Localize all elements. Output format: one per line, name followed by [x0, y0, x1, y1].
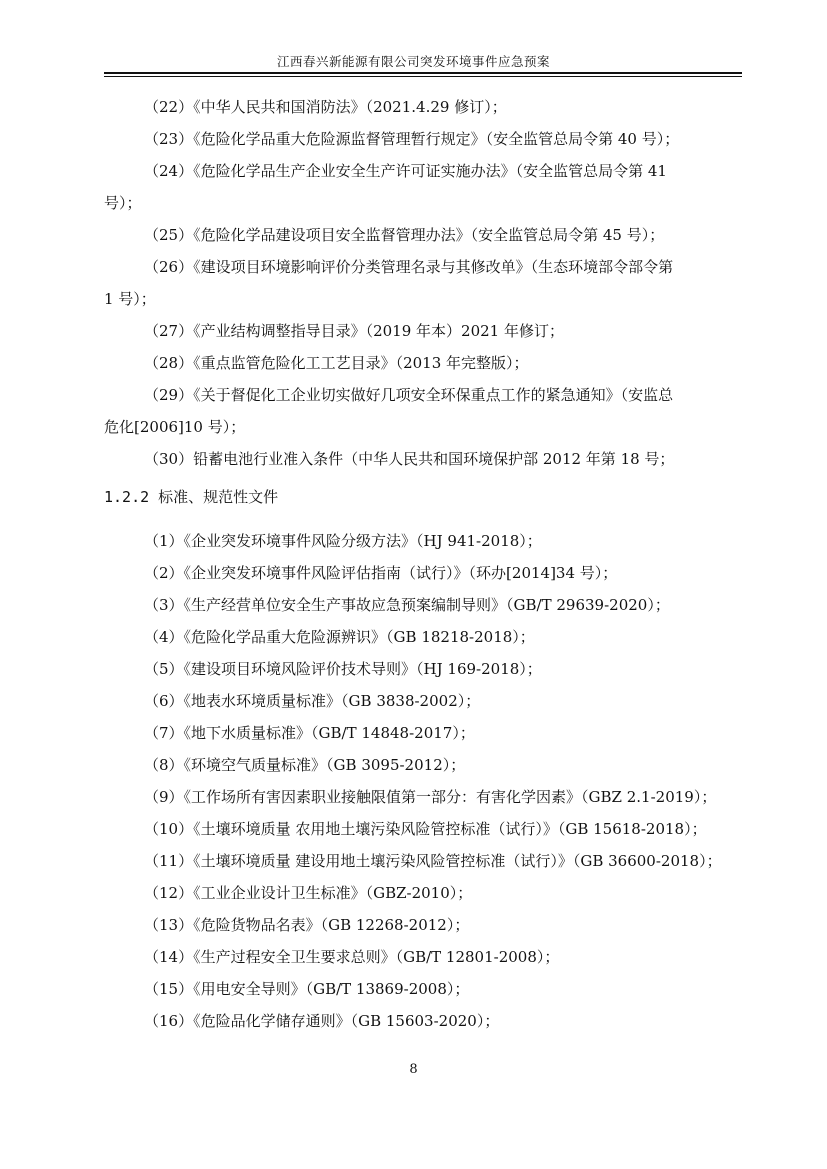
standard-item-10: （10）《土壤环境质量 农用地土壤污染风险管控标准（试行）》（GB 15618-2018）； [144, 820, 707, 838]
page-number: 8 [409, 1062, 418, 1077]
standard-item-9: （9）《工作场所有害因素职业接触限值第一部分：有害化学因素》（GBZ 2.1-2019）； [144, 788, 717, 806]
law-item-27: （27）《产业结构调整指导目录》（2019 年本）2021 年修订； [144, 322, 564, 340]
standard-item-14: （14）《生产过程安全卫生要求总则》（GB/T 12801-2008）； [144, 948, 560, 966]
standard-item-8: （8）《环境空气质量标准》（GB 3095-2012）； [144, 756, 466, 774]
document-header-title: 江西春兴新能源有限公司突发环境事件应急预案 [276, 54, 550, 69]
law-item-23: （23）《危险化学品重大危险源监督管理暂行规定》（安全监管总局令第 40 号）； [144, 130, 680, 148]
standard-item-11: （11）《土壤环境质量 建设用地土壤污染风险管控标准（试行）》（GB 36600-2018）； [144, 852, 722, 870]
law-item-24: （24）《危险化学品生产企业安全生产许可证实施办法》（安全监管总局令第 41 [144, 162, 667, 180]
section-heading: 1.2.2 标准、规范性文件 [104, 488, 279, 506]
standard-item-7: （7）《地下水质量标准》（GB/T 14848-2017）； [144, 724, 475, 742]
standard-item-2: （2）《企业突发环境事件风险评估指南（试行）》（环办[2014]34 号）； [144, 564, 618, 582]
standard-item-13: （13）《危险货物品名表》（GB 12268-2012）； [144, 916, 470, 934]
standard-item-15: （15）《用电安全导则》（GB/T 13869-2008）； [144, 980, 470, 998]
standard-item-16: （16）《危险品化学储存通则》（GB 15603-2020）； [144, 1012, 500, 1030]
standard-item-1: （1）《企业突发环境事件风险分级方法》（HJ 941-2018）； [144, 532, 542, 550]
standard-item-4: （4）《危险化学品重大危险源辨识》（GB 18218-2018）； [144, 628, 535, 646]
law-item-22: （22）《中华人民共和国消防法》（2021.4.29 修订）； [144, 98, 507, 116]
standard-item-5: （5）《建设项目环境风险评价技术导则》（HJ 169-2018）； [144, 660, 542, 678]
standard-item-3: （3）《生产经营单位安全生产事故应急预案编制导则》（GB/T 29639-2020）； [144, 596, 670, 614]
law-item-29: （29）《关于督促化工企业切实做好几项安全环保重点工作的紧急通知》（安监总 [144, 386, 674, 404]
law-item-24-continued: 号）； [104, 194, 142, 212]
header-divider-thin [104, 76, 742, 77]
law-item-29-continued: 危化[2006]10 号）； [104, 418, 246, 436]
law-item-30: （30）铅蓄电池行业准入条件（中华人民共和国环境保护部 2012 年第 18 号； [144, 450, 675, 468]
law-item-26-continued: 1 号）； [104, 290, 156, 308]
standard-item-6: （6）《地表水环境质量标准》（GB 3838-2002）； [144, 692, 481, 710]
law-item-25: （25）《危险化学品建设项目安全监督管理办法》（安全监管总局令第 45 号）； [144, 226, 665, 244]
standard-item-12: （12）《工业企业设计卫生标准》（GBZ-2010）； [144, 884, 473, 902]
law-item-28: （28）《重点监管危险化工工艺目录》（2013 年完整版）； [144, 354, 529, 372]
law-item-26: （26）《建设项目环境影响评价分类管理名录与其修改单》（生态环境部令部令第 [144, 258, 674, 276]
header-divider-thick [104, 72, 742, 74]
